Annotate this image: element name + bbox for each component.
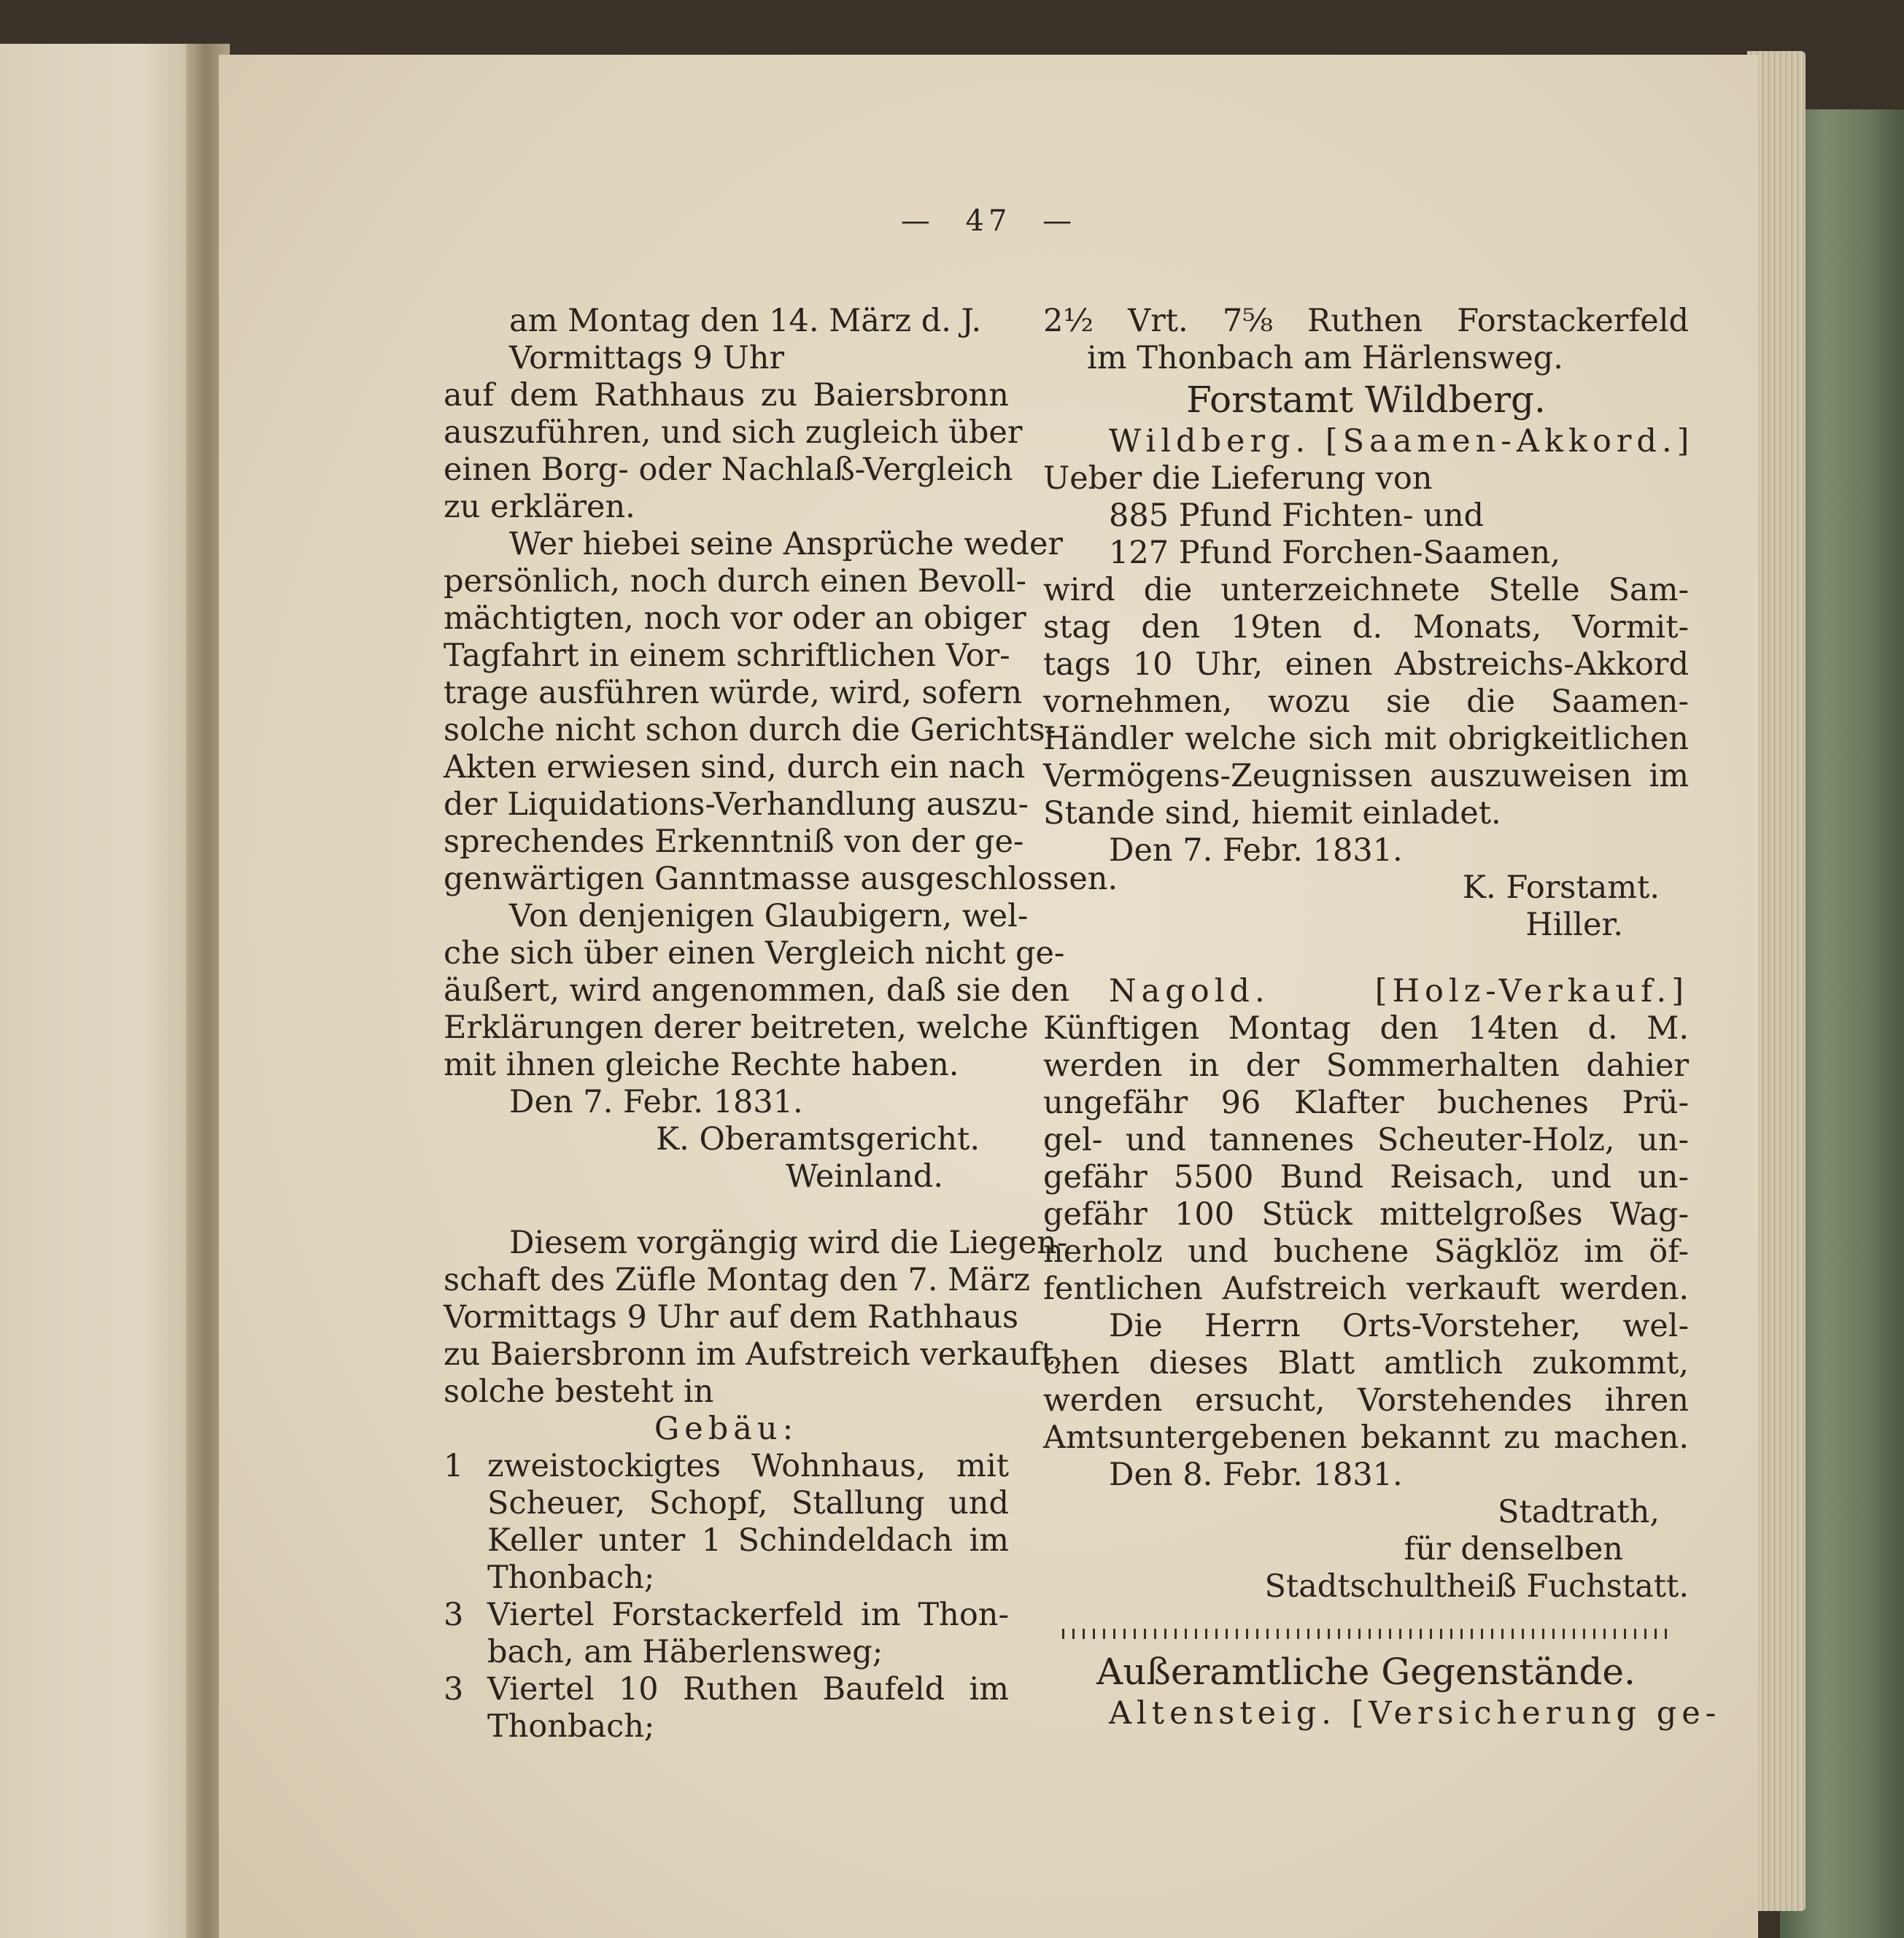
text-line: Die Herrn Orts-Vorsteher, wel- (1109, 1308, 1689, 1344)
list-item-line: bach, am Häberlensweg; (487, 1634, 883, 1670)
text-line: Wer hiebei seine Ansprüche weder (509, 526, 1063, 562)
text-line: ungefähr 96 Klafter buchenes Prü- (1043, 1085, 1689, 1121)
text-line: mit ihnen gleiche Rechte haben. (444, 1047, 959, 1083)
text-line: der Liquidations-Verhandlung auszu- (444, 786, 1029, 823)
text-line: che sich über einen Vergleich nicht ge- (444, 935, 1065, 972)
text-line: zu Baiersbronn im Aufstreich verkauft, (444, 1336, 1064, 1373)
section-heading: Außeramtliche Gegenstände. (1096, 1651, 1636, 1693)
text-line: Nagold. [Holz-Verkauf.] (1109, 973, 1689, 1009)
list-item-line: Viertel 10 Ruthen Baufeld im (487, 1671, 1009, 1708)
text-line: Den 7. Febr. 1831. (509, 1084, 803, 1120)
text-line: K. Forstamt. (1462, 869, 1660, 906)
page (219, 55, 1758, 1938)
text-line: Tagfahrt in einem schriftlichen Vor- (444, 637, 1010, 674)
wavy-separator (1058, 1619, 1674, 1639)
list-item-number: 3 (444, 1597, 464, 1633)
text-line: schaft des Züfle Montag den 7. März (444, 1262, 1031, 1298)
text-line: Ueber die Lieferung von (1043, 460, 1433, 497)
text-line: Vormittags 9 Uhr (509, 340, 785, 376)
text-line: werden in der Sommerhalten dahier (1043, 1047, 1689, 1084)
text-line: solche nicht schon durch die Gerichts- (444, 712, 1056, 748)
list-item-number: 1 (444, 1448, 464, 1484)
text-line: werden ersucht, Vorstehendes ihren (1043, 1382, 1689, 1419)
header-dash: — (900, 204, 934, 238)
text-line: K. Oberamtsgericht. (655, 1121, 980, 1158)
page-number: 47 (965, 204, 1012, 238)
text-line: 127 Pfund Forchen-Saamen, (1109, 535, 1560, 571)
list-item-number: 3 (444, 1671, 464, 1708)
text-line: trage ausführen würde, wird, sofern (444, 675, 1023, 711)
text-line: gel- und tannenes Scheuter-Holz, un- (1043, 1122, 1689, 1158)
text-line: äußert, wird angenommen, daß sie den (444, 972, 1070, 1009)
list-item-line: Scheuer, Schopf, Stallung und (487, 1485, 1009, 1522)
text-line: Weinland. (786, 1158, 943, 1195)
text-line: Vermögens-Zeugnissen auszuweisen im (1043, 758, 1689, 794)
text-line: Erklärungen derer beitreten, welche (444, 1009, 1029, 1046)
text-line: mächtigten, noch vor oder an obiger (444, 600, 1026, 637)
text-line: sprechendes Erkenntniß von der ge- (444, 823, 1024, 860)
text-line: Stadtrath, (1497, 1494, 1660, 1530)
list-item (444, 1597, 1009, 1671)
text-line: nerholz und buchene Sägklöz im öf- (1043, 1233, 1689, 1270)
text-line: vornehmen, wozu sie die Saamen- (1043, 683, 1689, 720)
text-line: auf dem Rathhaus zu Baiersbronn (444, 377, 1009, 414)
text-line: am Montag den 14. März d. J. (509, 303, 982, 339)
text-line: chen dieses Blatt amtlich zukommt, (1043, 1345, 1689, 1381)
text-line: Von denjenigen Glaubigern, wel- (509, 898, 1029, 934)
paragraph-gap (444, 1195, 1009, 1225)
text-line: gefähr 100 Stück mittelgroßes Wag- (1043, 1196, 1689, 1233)
text-line: im Thonbach am Härlensweg. (1087, 340, 1563, 376)
text-line: einen Borg- oder Nachlaß-Vergleich (444, 451, 1013, 488)
text-line: Akten erwiesen sind, durch ein nach (444, 749, 1026, 786)
text-line: Diesem vorgängig wird die Liegen- (509, 1225, 1068, 1261)
text-line: Den 7. Febr. 1831. (1109, 832, 1403, 869)
text-line: solche besteht in (444, 1373, 714, 1410)
text-line: genwärtigen Ganntmasse ausgeschlossen. (444, 861, 1118, 897)
facing-page-left (0, 44, 197, 1938)
text-line: Hiller. (1525, 907, 1623, 943)
text-line: stag den 19ten d. Monats, Vormit- (1043, 609, 1689, 646)
list-item-line: Keller unter 1 Schindeldach im (487, 1522, 1009, 1559)
left-column (444, 303, 1118, 1745)
text-line: Amtsuntergebenen bekannt zu machen. (1043, 1419, 1689, 1456)
text-line: Den 8. Febr. 1831. (1109, 1457, 1403, 1493)
text-line: Gebäu: (654, 1411, 799, 1447)
text-line: 2½ Vrt. 7⅝ Ruthen Forstackerfeld (1043, 303, 1689, 339)
list-item-line: Thonbach; (487, 1708, 655, 1745)
header-dash: — (1042, 204, 1077, 238)
text-line: Stadtschultheiß Fuchstatt. (1264, 1568, 1689, 1605)
section-heading: Forstamt Wildberg. (1186, 379, 1546, 421)
text-line: Händler welche sich mit obrigkeitlichen (1043, 721, 1689, 757)
list-item-line: Viertel Forstackerfeld im Thon- (487, 1597, 1009, 1633)
paragraph-gap (1043, 944, 1689, 973)
text-line: Wildberg. [Saamen-Akkord.] (1109, 423, 1695, 460)
text-line: für denselben (1404, 1531, 1623, 1567)
list-item-line: zweistockigtes Wohnhaus, mit (487, 1448, 1009, 1484)
list-item (444, 1671, 1009, 1745)
text-line: wird die unterzeichnete Stelle Sam- (1043, 572, 1689, 608)
page-header (219, 204, 1758, 238)
text-line: Vormittags 9 Uhr auf dem Rathhaus (444, 1299, 1019, 1336)
text-line: Stande sind, hiemit einladet. (1043, 795, 1501, 832)
text-line: fentlichen Aufstreich verkauft werden. (1043, 1271, 1689, 1307)
list-item (444, 1448, 1009, 1597)
text-line: tags 10 Uhr, einen Abstreichs-Akkord (1043, 646, 1689, 683)
text-line: 885 Pfund Fichten- und (1109, 497, 1485, 534)
text-line: persönlich, noch durch einen Bevoll- (444, 563, 1027, 600)
list-item-line: Thonbach; (487, 1559, 655, 1596)
text-line: Altensteig. [Versicherung ge- (1109, 1695, 1722, 1732)
text-line: gefähr 5500 Bund Reisach, und un- (1043, 1159, 1689, 1195)
right-column (1043, 303, 1722, 1732)
text-line: zu erklären. (444, 489, 635, 525)
text-line: auszuführen, und sich zugleich über (444, 414, 1023, 451)
text-line: Künftigen Montag den 14ten d. M. (1043, 1010, 1689, 1047)
